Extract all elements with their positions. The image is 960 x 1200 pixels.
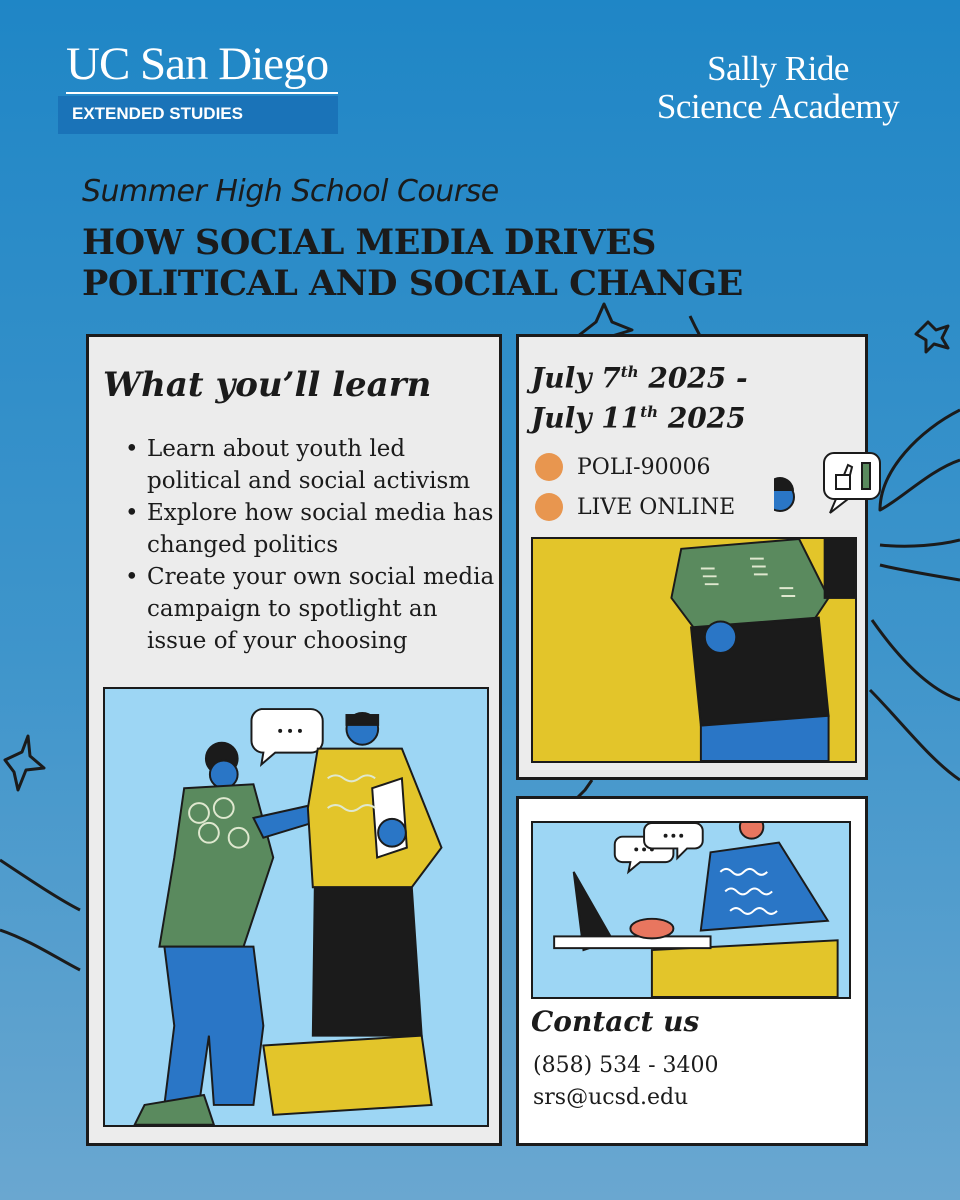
like-bubble-icon xyxy=(774,447,884,527)
course-code: POLI-90006 xyxy=(577,454,711,480)
date-panel xyxy=(516,334,868,780)
academy-line-1: Sally Ride xyxy=(707,49,849,88)
learn-item: • Explore how social media has changed politics xyxy=(147,497,497,561)
course-format: LIVE ONLINE xyxy=(577,494,736,520)
learn-item: • Learn about youth led political and social activism xyxy=(147,433,497,497)
ucsd-name: UC San Diego xyxy=(66,38,329,90)
bullet-dot-icon xyxy=(535,453,563,481)
academy-line-2: Science Academy xyxy=(656,87,900,126)
logo-divider xyxy=(66,92,338,94)
course-title-line-1: HOW SOCIAL MEDIA DRIVES xyxy=(82,222,656,263)
course-code-row xyxy=(535,453,711,481)
illustration-laptop-person xyxy=(531,821,851,999)
illustration-two-people xyxy=(103,687,489,1127)
illustration-phone-person xyxy=(531,537,857,763)
course-title-line-2: POLITICAL AND SOCIAL CHANGE xyxy=(82,263,743,304)
format-row xyxy=(535,493,735,521)
extended-studies-label: EXTENDED STUDIES xyxy=(58,96,338,134)
course-subtitle: Summer High School Course xyxy=(82,174,499,209)
learn-panel xyxy=(86,334,502,1146)
contact-email[interactable]: srs@ucsd.edu xyxy=(533,1085,689,1110)
course-title xyxy=(82,222,743,304)
bullet-dot-icon xyxy=(535,493,563,521)
contact-heading: Contact us xyxy=(531,1005,700,1038)
learn-list xyxy=(147,433,497,657)
contact-panel xyxy=(516,796,868,1146)
end-date: July 11th 2025 xyxy=(531,401,746,435)
learn-heading: What you’ll learn xyxy=(103,365,432,405)
learn-item: • Create your own social media campaign to spotlight an issue of your choosing xyxy=(147,561,497,657)
sally-ride-logo xyxy=(638,50,918,126)
contact-phone[interactable]: (858) 534 - 3400 xyxy=(533,1053,719,1078)
course-dates xyxy=(531,355,748,436)
start-date: July 7th 2025 - xyxy=(531,361,748,395)
ucsd-extended-studies-logo xyxy=(58,40,338,134)
